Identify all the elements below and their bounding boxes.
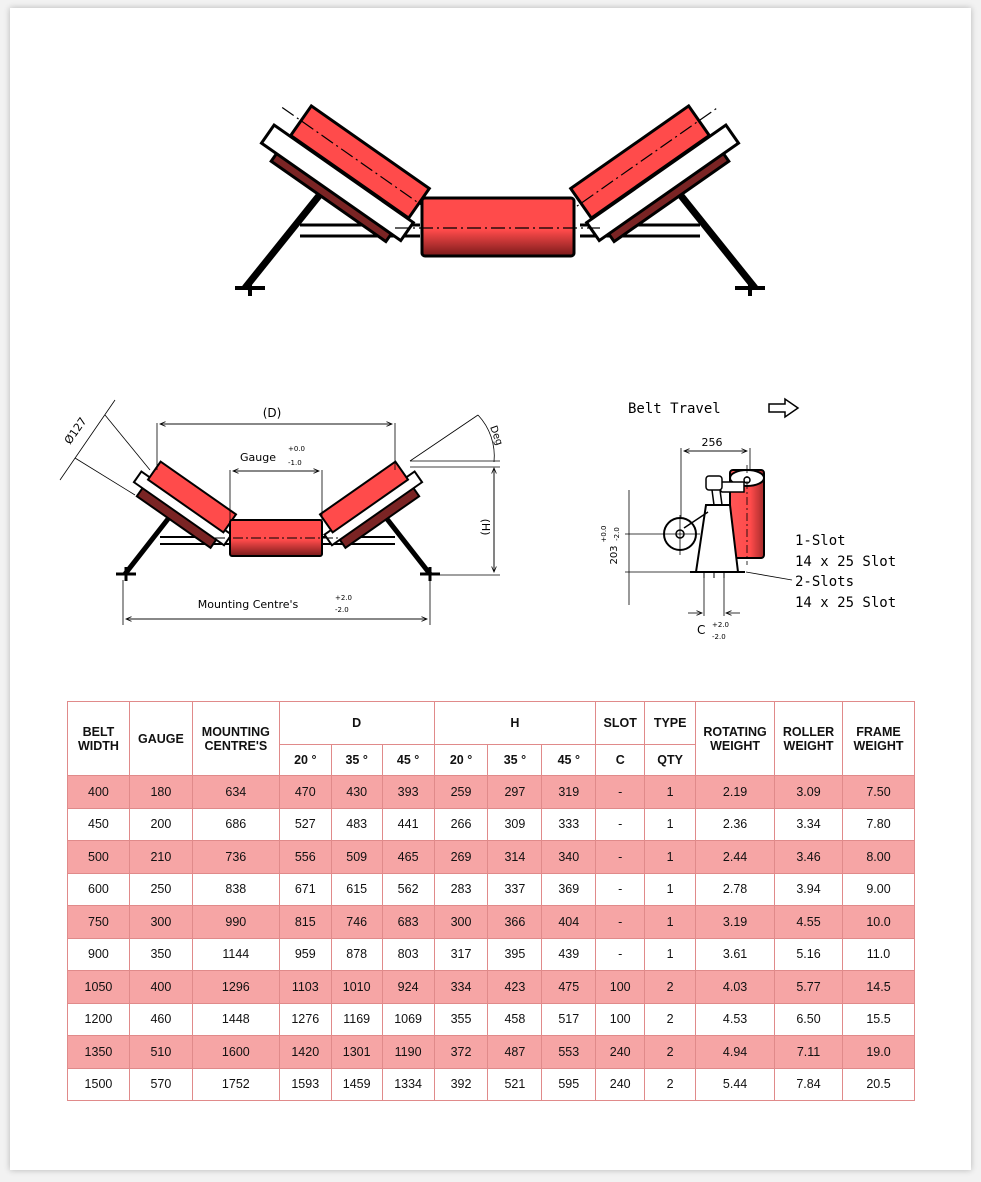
header-d: D [279, 702, 434, 745]
table-row [68, 808, 915, 841]
table-cell: 458 [488, 1003, 542, 1036]
header-d-35: 35 ° [331, 745, 382, 776]
table-cell: 2 [645, 1036, 696, 1069]
header-roller-weight: ROLLER WEIGHT [775, 702, 843, 776]
table-cell: 470 [279, 776, 331, 809]
header-h-45: 45 ° [542, 745, 596, 776]
table-cell: 392 [434, 1068, 488, 1101]
c-tol-plus: +2.0 [712, 621, 729, 629]
table-cell: 750 [68, 906, 130, 939]
table-cell: - [596, 906, 645, 939]
mounting-centres-label: Mounting Centre's [197, 598, 299, 611]
table-cell: 20.5 [842, 1068, 914, 1101]
table-cell: 1144 [192, 938, 279, 971]
table-cell: 815 [279, 906, 331, 939]
table-cell: 595 [542, 1068, 596, 1101]
table-cell: 1301 [331, 1036, 382, 1069]
table-cell: 100 [596, 971, 645, 1004]
table-cell: 372 [434, 1036, 488, 1069]
table-cell: 14.5 [842, 971, 914, 1004]
spec-table [67, 701, 915, 1101]
table-cell: 450 [68, 808, 130, 841]
table-cell: 430 [331, 776, 382, 809]
table-cell: 210 [129, 841, 192, 874]
table-cell: 509 [331, 841, 382, 874]
table-cell: 900 [68, 938, 130, 971]
table-cell: 517 [542, 1003, 596, 1036]
table-cell: 366 [488, 906, 542, 939]
table-cell: 2.36 [696, 808, 775, 841]
idler-front-view [60, 400, 504, 625]
spec-table-body [68, 776, 915, 1101]
c-tol-minus: -2.0 [712, 633, 726, 641]
slot1-line1: 1-Slot [795, 533, 846, 549]
header-slot-c: C [596, 745, 645, 776]
table-row [68, 1036, 915, 1069]
table-cell: 803 [382, 938, 434, 971]
table-cell: 878 [331, 938, 382, 971]
table-cell: 5.16 [775, 938, 843, 971]
table-cell: 1200 [68, 1003, 130, 1036]
table-cell: 671 [279, 873, 331, 906]
table-cell: 441 [382, 808, 434, 841]
table-cell: 5.44 [696, 1068, 775, 1101]
table-cell: 1600 [192, 1036, 279, 1069]
table-cell: 404 [542, 906, 596, 939]
table-cell: 2.19 [696, 776, 775, 809]
table-cell: 350 [129, 938, 192, 971]
table-cell: 283 [434, 873, 488, 906]
table-cell: 300 [129, 906, 192, 939]
dim-203-label: 203 [609, 545, 620, 565]
table-cell: 423 [488, 971, 542, 1004]
table-cell: 300 [434, 906, 488, 939]
belt-travel-label: Belt Travel [628, 401, 721, 417]
table-cell: 1593 [279, 1068, 331, 1101]
table-row [68, 1068, 915, 1101]
table-row [68, 841, 915, 874]
table-cell: 11.0 [842, 938, 914, 971]
table-cell: 7.84 [775, 1068, 843, 1101]
table-cell: 309 [488, 808, 542, 841]
table-cell: 5.77 [775, 971, 843, 1004]
table-cell: 355 [434, 1003, 488, 1036]
header-h-35: 35 ° [488, 745, 542, 776]
table-cell: 4.03 [696, 971, 775, 1004]
table-cell: 369 [542, 873, 596, 906]
table-cell: 269 [434, 841, 488, 874]
table-cell: 1 [645, 808, 696, 841]
table-cell: 100 [596, 1003, 645, 1036]
diameter-label: Ø127 [61, 414, 90, 447]
table-cell: 465 [382, 841, 434, 874]
table-cell: 1069 [382, 1003, 434, 1036]
dim-256-label: 256 [701, 436, 723, 449]
table-cell: 4.94 [696, 1036, 775, 1069]
gauge-label: Gauge [240, 451, 276, 464]
table-row [68, 1003, 915, 1036]
table-cell: - [596, 841, 645, 874]
slot2-line2: 14 x 25 Slot [795, 595, 897, 611]
table-cell: - [596, 808, 645, 841]
table-cell: 1448 [192, 1003, 279, 1036]
table-cell: 1 [645, 873, 696, 906]
table-cell: - [596, 776, 645, 809]
gauge-tol-minus: -1.0 [288, 459, 302, 467]
table-cell: 4.53 [696, 1003, 775, 1036]
table-cell: 686 [192, 808, 279, 841]
table-cell: 634 [192, 776, 279, 809]
table-cell: 487 [488, 1036, 542, 1069]
table-cell: 1050 [68, 971, 130, 1004]
table-cell: 6.50 [775, 1003, 843, 1036]
table-cell: 683 [382, 906, 434, 939]
table-cell: 10.0 [842, 906, 914, 939]
header-type-qty: QTY [645, 745, 696, 776]
table-cell: 19.0 [842, 1036, 914, 1069]
slot1-line2: 14 x 25 Slot [795, 554, 897, 570]
dim-d-label: (D) [262, 406, 282, 420]
table-cell: 297 [488, 776, 542, 809]
table-cell: 393 [382, 776, 434, 809]
table-cell: 1010 [331, 971, 382, 1004]
table-cell: 1350 [68, 1036, 130, 1069]
table-cell: 334 [434, 971, 488, 1004]
table-cell: 266 [434, 808, 488, 841]
table-cell: 400 [129, 971, 192, 1004]
table-cell: 1 [645, 841, 696, 874]
table-cell: 3.61 [696, 938, 775, 971]
table-cell: 4.55 [775, 906, 843, 939]
table-cell: 180 [129, 776, 192, 809]
deg-label: Deg [487, 424, 505, 448]
table-cell: 1190 [382, 1036, 434, 1069]
table-cell: 838 [192, 873, 279, 906]
table-cell: 990 [192, 906, 279, 939]
tol-203-minus: -2.0 [613, 527, 621, 541]
table-cell: 9.00 [842, 873, 914, 906]
table-cell: 7.11 [775, 1036, 843, 1069]
table-cell: 746 [331, 906, 382, 939]
table-cell: 553 [542, 1036, 596, 1069]
table-cell: 1 [645, 776, 696, 809]
table-row [68, 873, 915, 906]
table-cell: 1459 [331, 1068, 382, 1101]
table-row [68, 938, 915, 971]
table-cell: 615 [331, 873, 382, 906]
header-h-20: 20 ° [434, 745, 488, 776]
table-cell: 3.19 [696, 906, 775, 939]
table-cell: - [596, 938, 645, 971]
table-cell: 317 [434, 938, 488, 971]
table-cell: 3.09 [775, 776, 843, 809]
table-cell: 2 [645, 1003, 696, 1036]
table-cell: 333 [542, 808, 596, 841]
table-cell: 556 [279, 841, 331, 874]
table-cell: 736 [192, 841, 279, 874]
table-cell: 510 [129, 1036, 192, 1069]
header-belt-width: BELT WIDTH [68, 702, 130, 776]
mc-tol-plus: +2.0 [335, 594, 352, 602]
table-cell: 3.94 [775, 873, 843, 906]
header-d-45: 45 ° [382, 745, 434, 776]
table-cell: 3.34 [775, 808, 843, 841]
table-cell: - [596, 873, 645, 906]
dim-h-label: (H) [479, 518, 492, 536]
table-cell: 240 [596, 1068, 645, 1101]
header-slot: SLOT [596, 702, 645, 745]
table-cell: 527 [279, 808, 331, 841]
header-d-20: 20 ° [279, 745, 331, 776]
table-cell: 7.80 [842, 808, 914, 841]
table-cell: 570 [129, 1068, 192, 1101]
table-cell: 1 [645, 938, 696, 971]
table-cell: 8.00 [842, 841, 914, 874]
table-cell: 2 [645, 1068, 696, 1101]
header-h: H [434, 702, 596, 745]
table-cell: 2.78 [696, 873, 775, 906]
arrow-right-icon [769, 399, 798, 417]
table-cell: 475 [542, 971, 596, 1004]
slot2-line1: 2-Slots [795, 574, 855, 590]
table-cell: 460 [129, 1003, 192, 1036]
table-cell: 2 [645, 971, 696, 1004]
table-cell: 959 [279, 938, 331, 971]
header-type: TYPE [645, 702, 696, 745]
idler-side-view [600, 399, 896, 641]
table-cell: 314 [488, 841, 542, 874]
table-cell: 1 [645, 906, 696, 939]
table-row [68, 971, 915, 1004]
table-cell: 3.46 [775, 841, 843, 874]
header-rotating-weight: ROTATING WEIGHT [696, 702, 775, 776]
table-cell: 600 [68, 873, 130, 906]
table-cell: 319 [542, 776, 596, 809]
header-mounting-centres: MOUNTING CENTRE'S [192, 702, 279, 776]
table-cell: 400 [68, 776, 130, 809]
header-gauge: GAUGE [129, 702, 192, 776]
table-row [68, 906, 915, 939]
table-cell: 439 [542, 938, 596, 971]
table-cell: 2.44 [696, 841, 775, 874]
table-cell: 200 [129, 808, 192, 841]
idler-top-view [235, 93, 765, 296]
table-cell: 395 [488, 938, 542, 971]
table-cell: 259 [434, 776, 488, 809]
table-cell: 562 [382, 873, 434, 906]
header-frame-weight: FRAME WEIGHT [842, 702, 914, 776]
dim-c-label: C [697, 623, 706, 637]
table-cell: 500 [68, 841, 130, 874]
table-cell: 1420 [279, 1036, 331, 1069]
table-cell: 1103 [279, 971, 331, 1004]
table-cell: 340 [542, 841, 596, 874]
table-cell: 521 [488, 1068, 542, 1101]
table-cell: 1276 [279, 1003, 331, 1036]
table-cell: 1169 [331, 1003, 382, 1036]
table-cell: 1500 [68, 1068, 130, 1101]
table-row [68, 776, 915, 809]
table-cell: 1334 [382, 1068, 434, 1101]
table-cell: 15.5 [842, 1003, 914, 1036]
gauge-tol-plus: +0.0 [288, 445, 305, 453]
table-cell: 1296 [192, 971, 279, 1004]
tol-203-plus: +0.0 [600, 525, 608, 543]
table-cell: 483 [331, 808, 382, 841]
table-cell: 1752 [192, 1068, 279, 1101]
table-cell: 250 [129, 873, 192, 906]
table-cell: 240 [596, 1036, 645, 1069]
mc-tol-minus: -2.0 [335, 606, 349, 614]
table-cell: 924 [382, 971, 434, 1004]
table-cell: 337 [488, 873, 542, 906]
table-cell: 7.50 [842, 776, 914, 809]
